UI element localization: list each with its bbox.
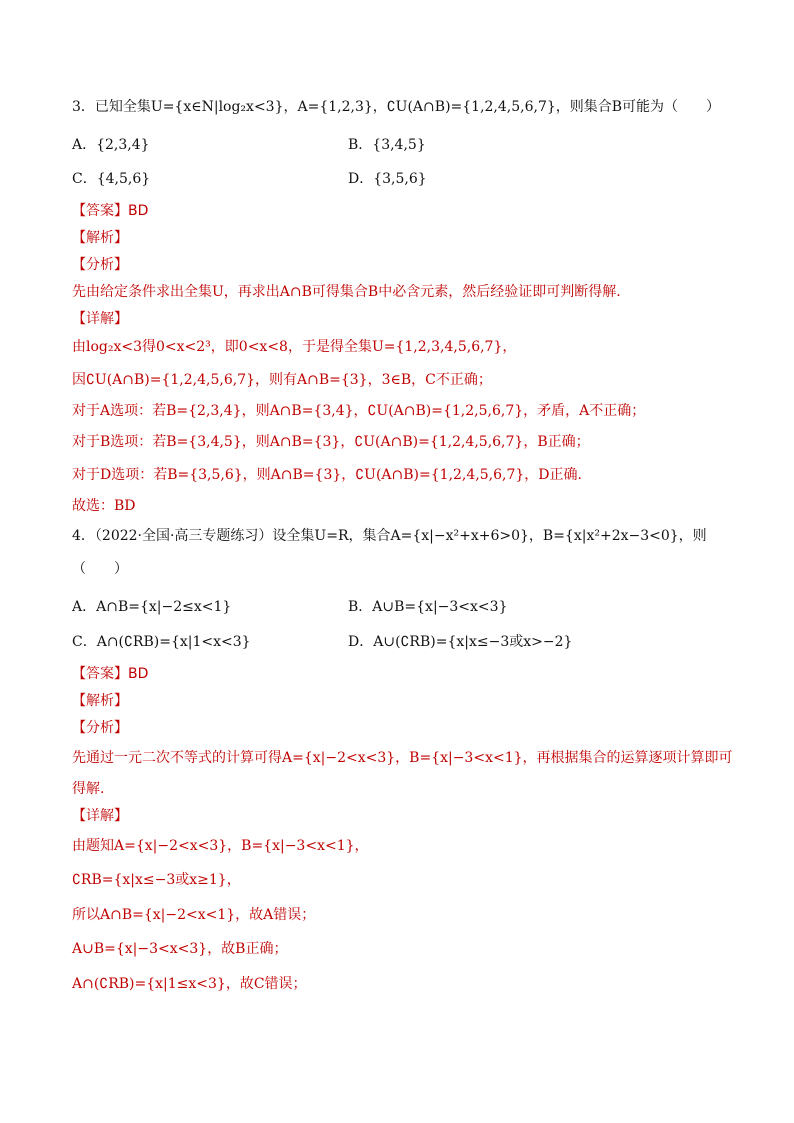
q3-detail-5: 对于D选项：若B={3,5,6}，则A∩B={3}，∁U(A∩B)={1,2,4,5,6,7}，D正确. (72, 467, 582, 483)
q3-detail-4: 对于B选项：若B={3,4,5}，则A∩B={3}，∁U(A∩B)={1,2,4,5,6,7}，B正确； (72, 434, 590, 450)
q4-detail-2: ∁RB={x|x≤−3或x≥1}， (72, 872, 241, 888)
q3-option-a: A．{2,3,4} (72, 137, 150, 153)
q3-answer: 【答案】BD (72, 203, 149, 219)
q4-jiexi-heading: 【解析】 (72, 693, 128, 709)
q3-analysis: 先由给定条件求出全集U，再求出A∩B可得集合B中必含元素，然后经验证即可判断得解. (72, 284, 621, 300)
q3-jiexi-heading: 【解析】 (72, 230, 128, 246)
q3-option-d: D．{3,5,6} (348, 171, 427, 187)
q3-xiangjie-heading: 【详解】 (72, 311, 128, 327)
q4-detail-3: 所以A∩B={x|−2<x<1}，故A错误； (72, 907, 316, 923)
q3-conclusion: 故选：BD (72, 498, 136, 514)
q4-analysis-line2: 得解. (72, 781, 105, 797)
q4-xiangjie-heading: 【详解】 (72, 808, 128, 824)
q4-analysis-line1: 先通过一元二次不等式的计算可得A={x|−2<x<3}，B={x|−3<x<1}，再根据集合的运算逐项计算即可 (72, 750, 733, 766)
q4-detail-5: A∩(∁RB)={x|1≤x<3}，故C错误； (72, 976, 307, 992)
q4-stem-line2: （ ） (72, 561, 128, 577)
q4-option-b: B．A∪B={x|−3<x<3} (348, 599, 508, 615)
q4-answer: 【答案】BD (72, 666, 149, 682)
q4-option-a: A．A∩B={x|−2≤x<1} (72, 599, 232, 615)
q4-fenxi-heading: 【分析】 (72, 720, 128, 736)
q3-stem: 3．已知全集U={x∈N|log₂x<3}，A={1,2,3}，∁U(A∩B)={1,2,4,5,6,7}，则集合B可能为（ ） (72, 99, 721, 115)
q4-detail-1: 由题知A={x|−2<x<3}，B={x|−3<x<1}， (72, 838, 369, 854)
q3-detail-1: 由log₂x<3得0<x<2³，即0<x<8，于是得全集U={1,2,3,4,5,6,7}， (72, 339, 517, 355)
q4-detail-4: A∪B={x|−3<x<3}，故B正确； (72, 941, 288, 957)
q3-option-b: B．{3,4,5} (348, 137, 426, 153)
q4-stem-line1: 4．（2022·全国·高三专题练习）设全集U=R，集合A={x|−x²+x+6>0}，B={x|x²+2x−3<0}，则 (72, 528, 707, 544)
q3-detail-2: 因∁U(A∩B)={1,2,4,5,6,7}，则有A∩B={3}，3∈B，C不正确； (72, 372, 492, 388)
q4-option-c: C．A∩(∁RB)={x|1<x<3} (72, 634, 251, 650)
q3-detail-3: 对于A选项：若B={2,3,4}，则A∩B={3,4}，∁U(A∩B)={1,2,5,6,7}，矛盾，A不正确； (72, 403, 646, 419)
q4-option-d: D．A∪(∁RB)={x|x≤−3或x>−2} (348, 634, 573, 650)
q3-fenxi-heading: 【分析】 (72, 257, 128, 273)
q3-option-c: C．{4,5,6} (72, 171, 151, 187)
